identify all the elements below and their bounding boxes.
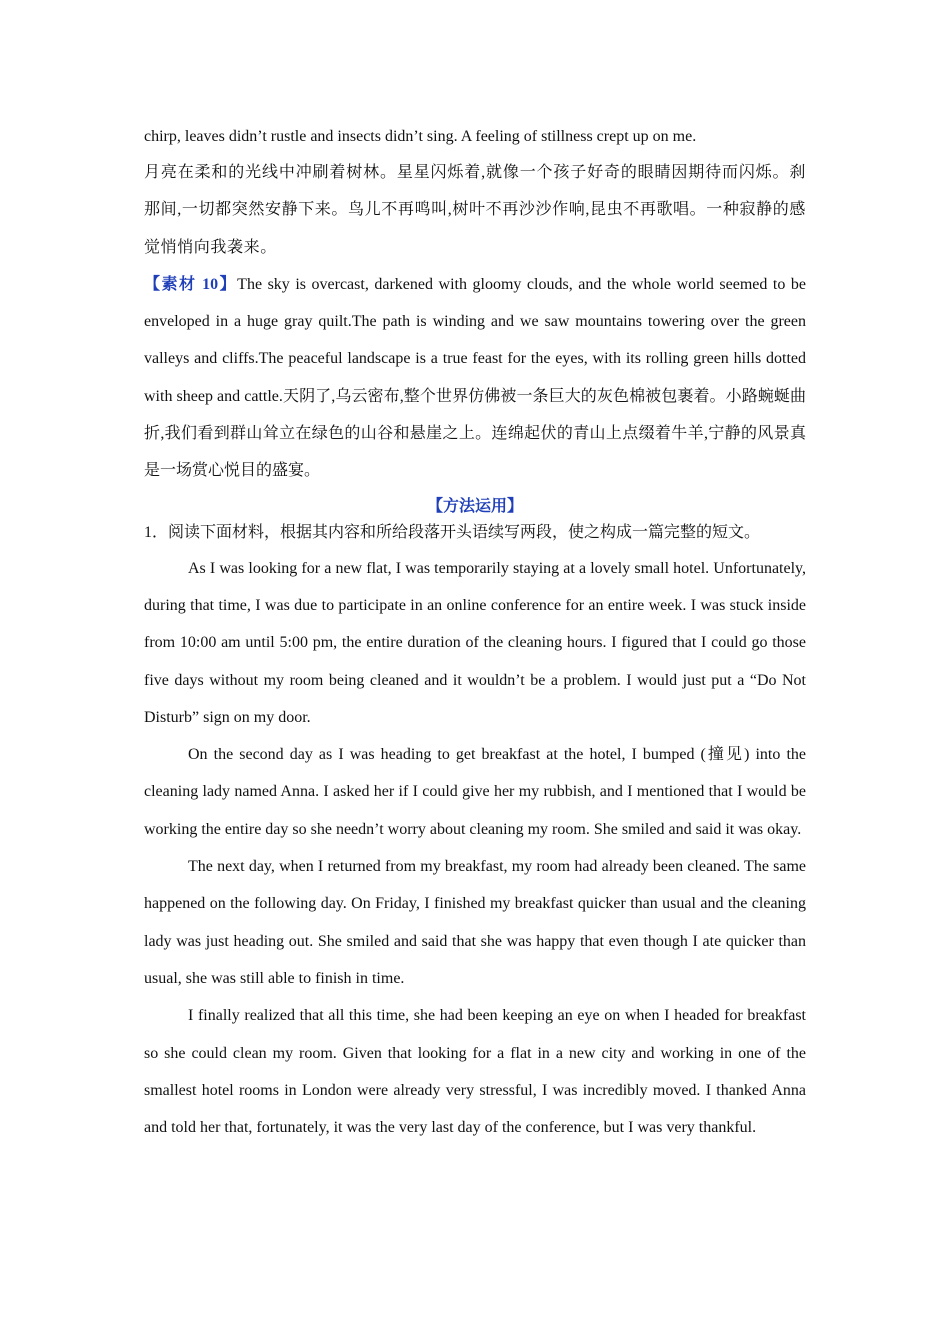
section-heading: 【方法运用】 xyxy=(426,497,523,515)
story-paragraph-1: As I was looking for a new flat, I was temporarily staying at a lovely small hotel. Unfortunately, during that time, I was due to participate in an online conference for an entire week. I was stuck inside from 10:00 am until 5:00 pm, the entire duration of the cleaning hours. I figured that I could go those five days without my room being cleaned and it wouldn’t be a problem. I would just put a “Do Not Disturb” sign on my door. xyxy=(144,559,806,726)
intro-english-line: chirp, leaves didn’t rustle and insects didn’t sing. A feeling of stillness crept up on me. xyxy=(144,128,697,145)
document-page xyxy=(144,119,806,1146)
task-instruction: 1．阅读下面材料，根据其内容和所给段落开头语续写两段，使之构成一篇完整的短文。 xyxy=(144,523,761,541)
material-10-text: The sky is overcast, darkened with gloomy clouds, and the whole world seemed to be enveloped in a huge gray quilt.The path is winding and we saw mountains towering over the green valleys and cliffs.The peaceful landscape is a true feast for the eyes, with its rolling green hills dotted with sheep and cattle.天阴了,乌云密布,整个世界仿佛被一条巨大的灰色棉被包裹着。小路蜿蜒曲折,我们看到群山耸立在绿色的山谷和悬崖之上。连绵起伏的青山上点缀着牛羊,宁静的风景真是一场赏心悦目的盛宴。 xyxy=(144,275,806,480)
story-paragraph-2: On the second day as I was heading to get breakfast at the hotel, I bumped (撞见) into the cleaning lady named Anna. I asked her if I could give her my rubbish, and I mentioned that I would be working the entire day so she needn’t worry about cleaning my room. She smiled and said it was okay. xyxy=(144,746,806,838)
story-paragraph-4: I finally realized that all this time, she had been keeping an eye on when I headed for breakfast so she could clean my room. Given that looking for a flat in a new city and working in one of the smallest hotel rooms in London were already very stressful, I was incredibly moved. I thanked Anna and told her that, fortunately, it was the very last day of the conference, but I was very thankful. xyxy=(144,1007,806,1137)
intro-chinese-translation: 月亮在柔和的光线中冲刷着树林。星星闪烁着,就像一个孩子好奇的眼睛因期待而闪烁。刹那间,一切都突然安静下来。鸟儿不再鸣叫,树叶不再沙沙作响,昆虫不再歌唱。一种寂静的感觉悄悄向我袭来。 xyxy=(144,164,806,256)
material-10-paragraph xyxy=(144,266,806,490)
material-10-label: 【素材 10】 xyxy=(144,275,238,293)
story-paragraph-3: The next day, when I returned from my breakfast, my room had already been cleaned. The same happened on the following day. On Friday, I finished my breakfast quicker than usual and the cleaning lady was just heading out. She smiled and said that she was happy that even though I ate quicker than usual, she was still able to finish in time. xyxy=(144,858,806,987)
